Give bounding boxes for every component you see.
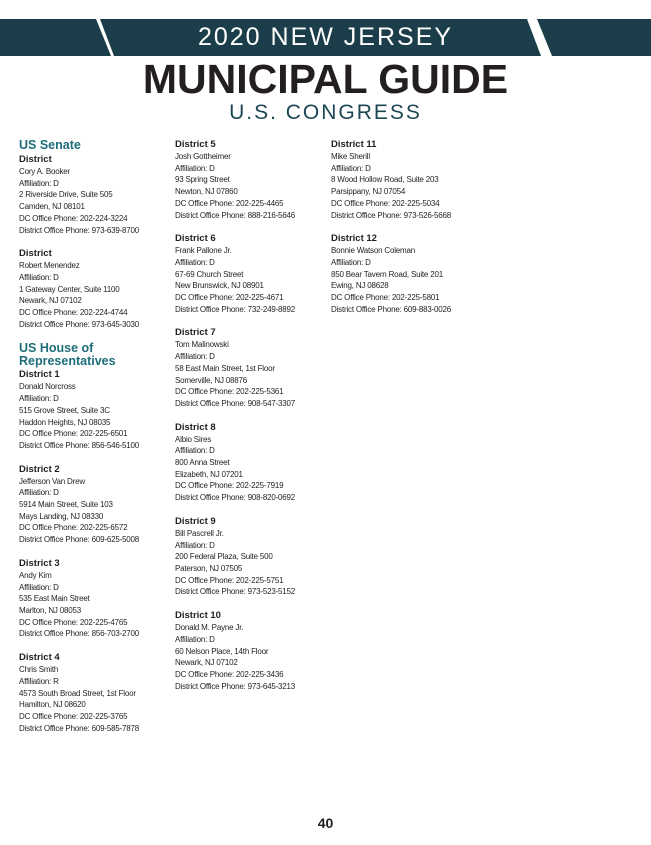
district-entry bbox=[19, 464, 169, 546]
member-address-street: 5914 Main Street, Suite 103 bbox=[19, 500, 113, 510]
district-title: District 4 bbox=[19, 652, 60, 664]
member-affiliation: Affiliation: D bbox=[175, 540, 215, 550]
member-district-phone: District Office Phone: 888-216-5646 bbox=[175, 210, 296, 220]
page-title: MUNICIPAL GUIDE bbox=[142, 56, 509, 102]
member-name: Cory A. Booker bbox=[19, 167, 71, 176]
member-address-city: Newark, NJ 07102 bbox=[19, 296, 82, 306]
house-heading-line-1: US House of bbox=[19, 341, 94, 356]
member-district-phone: District Office Phone: 856-546-5100 bbox=[19, 440, 140, 450]
member-address-city: Mays Landing, NJ 08330 bbox=[19, 511, 104, 521]
member-name: Andy Kim bbox=[19, 570, 52, 580]
member-district-phone: District Office Phone: 732-249-8892 bbox=[175, 304, 296, 314]
district-entry bbox=[175, 327, 325, 409]
district-entry bbox=[175, 422, 325, 504]
member-affiliation: Affiliation: D bbox=[331, 257, 371, 267]
header-banner bbox=[0, 19, 651, 56]
member-name: Donald M. Payne Jr. bbox=[175, 623, 244, 633]
member-name: Bonnie Watson Coleman bbox=[331, 246, 415, 256]
district-title: District 2 bbox=[19, 463, 60, 475]
column-1 bbox=[19, 139, 169, 746]
member-dc-phone: DC Office Phone: 202-225-3765 bbox=[19, 711, 128, 721]
member-district-phone: District Office Phone: 609-883-0026 bbox=[331, 304, 452, 314]
member-name: Donald Norcross bbox=[19, 382, 76, 392]
district-entry bbox=[331, 139, 481, 221]
member-district-phone: District Office Phone: 973-645-3030 bbox=[19, 319, 140, 329]
district-title: District 3 bbox=[19, 557, 60, 569]
member-address-street: 93 Spring Street bbox=[175, 175, 230, 185]
house-heading-line-2: Representatives bbox=[19, 354, 116, 369]
member-affiliation: Affiliation: D bbox=[19, 394, 59, 404]
member-address-city: Haddon Heights, NJ 08035 bbox=[19, 417, 111, 427]
member-dc-phone: DC Office Phone: 202-225-6501 bbox=[19, 429, 128, 439]
banner-title: 2020 NEW JERSEY bbox=[197, 23, 454, 51]
member-district-phone: District Office Phone: 908-820-0692 bbox=[175, 493, 296, 503]
member-affiliation: Affiliation: D bbox=[175, 257, 215, 267]
member-affiliation: Affiliation: D bbox=[19, 178, 59, 188]
page-number: 40 bbox=[317, 815, 334, 831]
member-district-phone: District Office Phone: 908-547-3307 bbox=[175, 398, 296, 408]
member-address-city: New Brunswick, NJ 08901 bbox=[175, 281, 264, 291]
member-affiliation: Affiliation: D bbox=[19, 272, 59, 282]
member-dc-phone: DC Office Phone: 202-224-4744 bbox=[19, 308, 128, 318]
member-dc-phone: DC Office Phone: 202-225-5034 bbox=[331, 198, 440, 208]
district-title: District bbox=[19, 154, 52, 165]
member-address-city: Ewing, NJ 08628 bbox=[331, 281, 389, 291]
member-address-city: Newark, NJ 07102 bbox=[175, 658, 238, 668]
member-address-city: Newton, NJ 07860 bbox=[175, 187, 238, 197]
member-district-phone: District Office Phone: 973-639-8700 bbox=[19, 225, 140, 235]
member-affiliation: Affiliation: D bbox=[175, 446, 215, 456]
member-name: Josh Gottheimer bbox=[175, 152, 231, 161]
page-subtitle: U.S. CONGRESS bbox=[229, 101, 422, 124]
member-district-phone: District Office Phone: 609-585-7878 bbox=[19, 723, 140, 733]
district-entry bbox=[175, 233, 325, 315]
member-affiliation: Affiliation: D bbox=[19, 582, 59, 592]
member-dc-phone: DC Office Phone: 202-225-6572 bbox=[19, 523, 128, 533]
member-affiliation: Affiliation: R bbox=[19, 676, 59, 686]
member-address-street: 8 Wood Hollow Road, Suite 203 bbox=[331, 175, 439, 185]
member-district-phone: District Office Phone: 973-645-3213 bbox=[175, 681, 296, 691]
district-entry bbox=[175, 139, 325, 221]
member-dc-phone: DC Office Phone: 202-225-4765 bbox=[19, 617, 128, 627]
district-title: District 1 bbox=[19, 369, 60, 381]
member-address-street: 4573 South Broad Street, 1st Floor bbox=[19, 688, 136, 698]
member-address-street: 200 Federal Plaza, Suite 500 bbox=[175, 552, 273, 562]
member-address-city: Parsippany, NJ 07054 bbox=[331, 187, 406, 197]
senator-entry bbox=[19, 248, 169, 330]
member-address-street: 850 Bear Tavern Road, Suite 201 bbox=[331, 269, 443, 279]
member-district-phone: District Office Phone: 609-625-5008 bbox=[19, 535, 140, 545]
member-address-street: 2 Riverside Drive, Suite 505 bbox=[19, 190, 113, 200]
member-address-city: Camden, NJ 08101 bbox=[19, 202, 85, 212]
member-dc-phone: DC Office Phone: 202-225-7919 bbox=[175, 481, 284, 491]
member-address-street: 67-69 Church Street bbox=[175, 269, 244, 279]
district-entry bbox=[19, 369, 169, 451]
member-name: Albio Sires bbox=[175, 434, 212, 444]
senate-heading: US Senate bbox=[19, 138, 81, 152]
member-affiliation: Affiliation: D bbox=[175, 634, 215, 644]
member-address-street: 58 East Main Street, 1st Floor bbox=[175, 363, 275, 373]
district-entry bbox=[19, 558, 169, 640]
district-title: District bbox=[19, 248, 52, 260]
member-dc-phone: DC Office Phone: 202-225-5801 bbox=[331, 293, 440, 303]
member-name: Bill Pascrell Jr. bbox=[175, 528, 224, 538]
member-district-phone: District Office Phone: 973-523-5152 bbox=[175, 587, 296, 597]
district-title: District 11 bbox=[331, 139, 377, 150]
district-entry bbox=[175, 516, 325, 598]
member-dc-phone: DC Office Phone: 202-225-4671 bbox=[175, 293, 284, 303]
district-entry bbox=[331, 233, 481, 315]
member-address-city: Elizabeth, NJ 07201 bbox=[175, 469, 243, 479]
column-3 bbox=[331, 139, 481, 327]
member-dc-phone: DC Office Phone: 202-225-5361 bbox=[175, 387, 284, 397]
member-address-city: Paterson, NJ 07505 bbox=[175, 563, 243, 573]
district-title: District 5 bbox=[175, 139, 216, 150]
member-dc-phone: DC Office Phone: 202-225-3436 bbox=[175, 669, 284, 679]
member-district-phone: District Office Phone: 973-526-5668 bbox=[331, 210, 452, 220]
member-address-street: 1 Gateway Center, Suite 1100 bbox=[19, 284, 120, 294]
member-address-city: Hamilton, NJ 08620 bbox=[19, 700, 86, 710]
member-affiliation: Affiliation: D bbox=[19, 488, 59, 498]
member-dc-phone: DC Office Phone: 202-225-5751 bbox=[175, 575, 284, 585]
member-dc-phone: DC Office Phone: 202-225-4465 bbox=[175, 198, 284, 208]
member-dc-phone: DC Office Phone: 202-224-3224 bbox=[19, 213, 128, 223]
member-name: Tom Malinowski bbox=[175, 340, 229, 350]
senator-entry bbox=[19, 154, 169, 236]
member-affiliation: Affiliation: D bbox=[175, 352, 215, 362]
member-address-city: Marlton, NJ 08053 bbox=[19, 605, 81, 615]
district-title: District 6 bbox=[175, 233, 216, 245]
district-entry bbox=[175, 610, 325, 692]
district-title: District 12 bbox=[331, 233, 377, 245]
member-address-street: 515 Grove Street, Suite 3C bbox=[19, 405, 110, 415]
member-affiliation: Affiliation: D bbox=[331, 163, 371, 173]
member-address-street: 535 East Main Street bbox=[19, 594, 90, 604]
district-entry bbox=[19, 652, 169, 734]
member-name: Chris Smith bbox=[19, 665, 59, 675]
member-district-phone: District Office Phone: 856-703-2700 bbox=[19, 629, 140, 639]
member-affiliation: Affiliation: D bbox=[175, 163, 215, 173]
member-address-street: 60 Nelson Place, 14th Floor bbox=[175, 646, 269, 656]
column-2 bbox=[175, 139, 325, 704]
district-title: District 7 bbox=[175, 327, 216, 339]
district-title: District 8 bbox=[175, 421, 216, 433]
member-address-city: Somerville, NJ 08876 bbox=[175, 375, 248, 385]
member-name: Robert Menendez bbox=[19, 261, 80, 271]
member-address-street: 800 Anna Street bbox=[175, 458, 230, 468]
district-title: District 10 bbox=[175, 610, 221, 622]
district-title: District 9 bbox=[175, 515, 216, 527]
member-name: Mike Sherill bbox=[331, 152, 370, 161]
member-name: Jefferson Van Drew bbox=[19, 476, 85, 486]
member-name: Frank Pallone Jr. bbox=[175, 246, 232, 256]
